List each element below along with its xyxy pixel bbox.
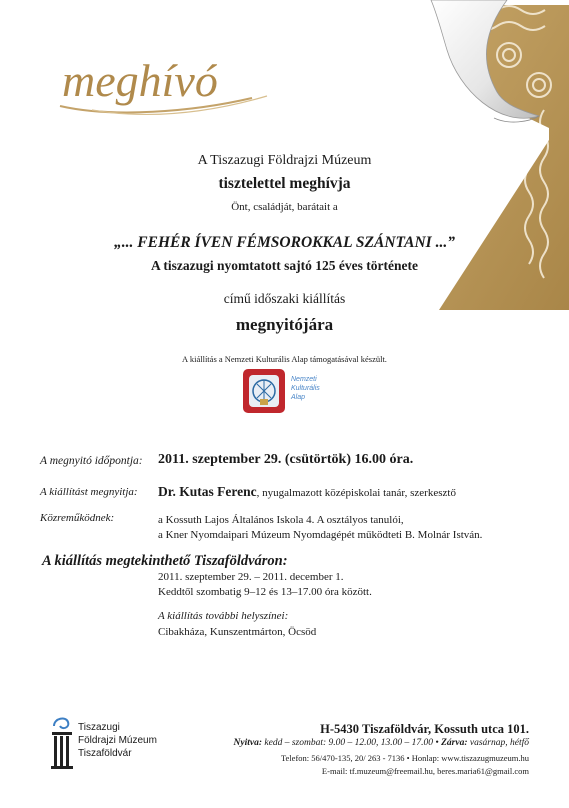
footer-phone: Telefon: 56/470-135, 20/ 263 - 7136 • Honlap: www.tiszazugmuzeum.hu xyxy=(280,753,529,763)
opener-label: A kiállítást megnyitja: xyxy=(40,486,138,498)
more-venues-heading: A kiállítás további helyszínei: xyxy=(158,610,289,622)
exhibition-subtitle: A tiszazugi nyomtatott sajtó 125 éves története xyxy=(151,258,418,273)
date-value: 2011. szeptember 29. (csütörtök) 16.00 óra. xyxy=(158,452,414,467)
opening-word: megnyitójára xyxy=(235,315,334,334)
open-label: Nyitva: xyxy=(233,738,263,748)
footer-logo-line-2: Földrajzi Múzeum xyxy=(78,735,157,746)
support-note: A kiállítás a Nemzeti Kulturális Alap támogatásával készült. xyxy=(182,354,387,364)
more-venues-list: Cibakháza, Kunszentmárton, Öcsöd xyxy=(158,626,317,638)
exhibition-title: „... FEHÉR ÍVEN FÉMSOROKKAL SZÁNTANI ...” xyxy=(114,234,455,251)
svg-text:meghívó: meghívó xyxy=(62,55,218,106)
footer-address: H-5430 Tiszaföldvár, Kossuth utca 101. xyxy=(320,722,529,736)
opener-line xyxy=(158,484,456,500)
date-label: A megnyitó időpontja: xyxy=(40,455,143,467)
museum-footer-logo xyxy=(48,712,168,774)
nka-word-1: Nemzeti xyxy=(291,376,317,383)
footer-logo-line-3: Tiszaföldvár xyxy=(78,748,132,759)
open-value: kedd – szombat: 9.00 – 12.00, 13.00 – 17.00 • xyxy=(262,738,442,748)
closed-value: vasárnap, hétfő xyxy=(467,738,529,748)
viewing-heading: A kiállítás megtekinthető Tiszaföldváron: xyxy=(42,553,288,569)
footer-hours xyxy=(234,738,529,748)
opener-name: Dr. Kutas Ferenc xyxy=(158,484,257,499)
invite-line: tisztelettel meghívja xyxy=(218,175,351,192)
contrib-line-2: a Kner Nyomdaipari Múzeum Nyomdagépét működteti B. Molnár István. xyxy=(158,529,483,541)
museum-name: A Tiszazugi Földrajzi Múzeum xyxy=(197,153,372,168)
viewing-dates: 2011. szeptember 29. – 2011. december 1. xyxy=(158,571,344,583)
guests-line: Önt, családját, barátait a xyxy=(231,201,338,213)
contrib-line-1: a Kossuth Lajos Általános Iskola 4. A osztályos tanulói, xyxy=(158,514,404,526)
column-icon xyxy=(48,716,76,772)
nka-word-2: Kulturális xyxy=(291,385,320,392)
footer-logo-line-1: Tiszazugi xyxy=(78,722,120,733)
nka-word-3: Alap xyxy=(291,394,306,401)
exhibition-kind: című időszaki kiállítás xyxy=(223,291,346,306)
viewing-hours: Keddtől szombatig 9–12 és 13–17.00 óra között. xyxy=(158,586,372,598)
closed-label: Zárva: xyxy=(441,738,468,748)
contrib-label: Közreműködnek: xyxy=(40,512,115,524)
opener-desc: , nyugalmazott középiskolai tanár, szerkesztő xyxy=(256,487,456,499)
footer-email: E-mail: tf.muzeum@freemail.hu, beres.maria61@gmail.com xyxy=(321,766,529,776)
nka-logo xyxy=(243,369,343,413)
meghivo-logotype xyxy=(52,48,282,118)
